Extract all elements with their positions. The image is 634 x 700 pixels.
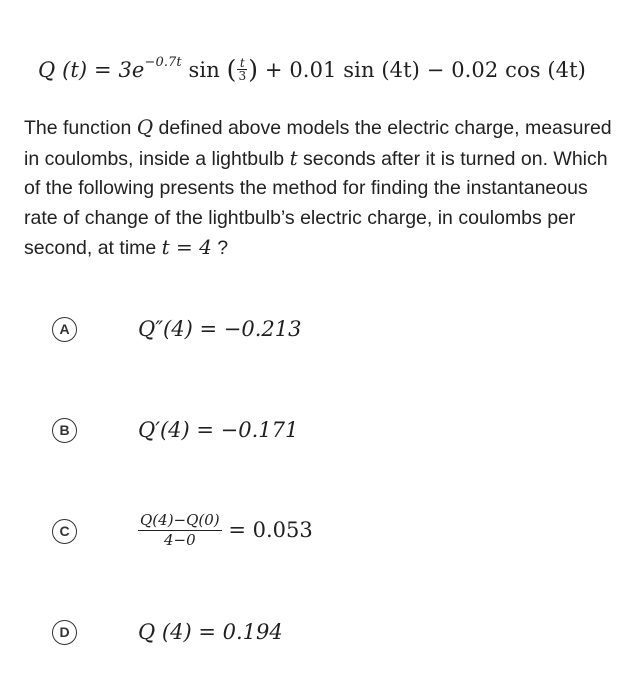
equation-fraction xyxy=(237,57,247,82)
choice-c-expression xyxy=(138,510,313,550)
choice-d-letter: D xyxy=(52,620,77,645)
open-paren: ( xyxy=(226,55,237,84)
equation-sin: sin xyxy=(181,58,227,82)
choice-d-expression: Q (4) = 0.194 xyxy=(138,620,283,644)
choice-c-fraction xyxy=(138,512,222,549)
question-var-q: Q xyxy=(136,115,154,139)
fraction-numerator: t xyxy=(237,57,247,70)
choice-c-denominator: 4−0 xyxy=(164,530,196,549)
question-time-expr: t = 4 xyxy=(161,235,212,259)
choice-a-letter: A xyxy=(52,317,77,342)
choice-c[interactable] xyxy=(52,510,313,551)
choice-a-expression: Q″(4) = −0.213 xyxy=(138,317,302,341)
choice-c-numerator: Q(4)−Q(0) xyxy=(140,510,220,529)
choice-b-letter: B xyxy=(52,418,77,443)
question-part3: seconds after it is turned on. Which of the following presents the method for finding the instantaneous rate of change of the lightbulb’s electric charge, in coulombs per second, at time xyxy=(24,147,608,259)
equation-lhs: Q (t) = 3e xyxy=(38,58,145,82)
equation-tail: + 0.01 sin (4t) − 0.02 cos (4t) xyxy=(258,58,586,82)
question-part4: ? xyxy=(211,237,229,259)
choice-b-expression: Q′(4) = −0.171 xyxy=(138,418,299,442)
question-text xyxy=(24,113,616,264)
choice-a[interactable] xyxy=(52,309,302,349)
question-part1: The function xyxy=(24,117,137,139)
choice-d[interactable] xyxy=(52,612,283,652)
question-part2: defined above models the electric charge, measured in coulombs, inside a lightbulb xyxy=(24,117,612,170)
choice-c-letter: C xyxy=(52,519,77,544)
question-var-t: t xyxy=(289,145,298,170)
equation-exponent: −0.7t xyxy=(144,55,182,70)
close-paren: ) xyxy=(248,55,259,84)
choice-c-rest: = 0.053 xyxy=(221,517,313,542)
fraction-denominator: 3 xyxy=(238,69,247,83)
function-equation xyxy=(38,57,586,86)
choice-b[interactable] xyxy=(52,410,299,450)
